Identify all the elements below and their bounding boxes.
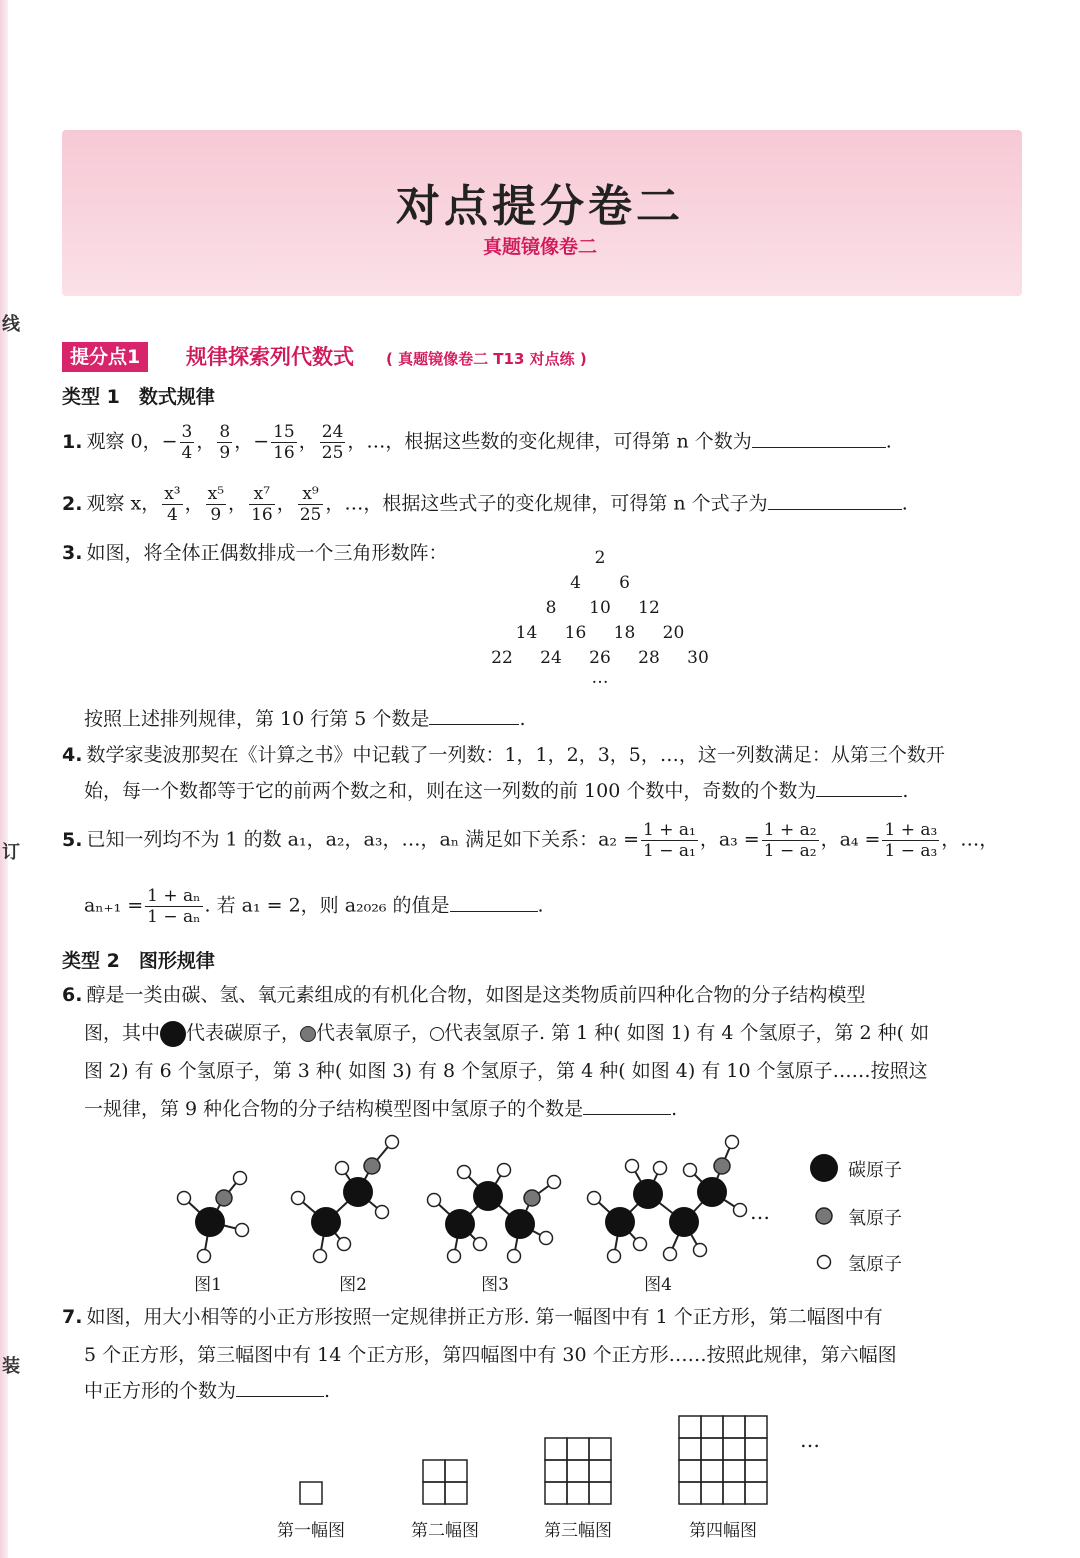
carbon-atom <box>473 1181 503 1211</box>
carbon-atom <box>343 1177 373 1207</box>
question-7-line3: 中正方形的个数为 . <box>84 1372 1034 1410</box>
hydrogen-atom <box>540 1232 553 1245</box>
molecule-label-2: 图2 <box>339 1275 367 1295</box>
legend-carbon-icon <box>810 1154 838 1182</box>
question-2: 2. 观察 x， $\frac{\text{x³}}{4}$ ， $\frac{\text{x⁵}}{9}$ ， $\frac{\text{x⁷}}{16}$ ， $\frac{\text{x⁹}}{25}$ ，…，根据这些式子的变化规律，可得第 n 个式子为 . <box>62 484 908 525</box>
question-6-line4: 一规律，第 9 种化合物的分子结构模型图中氢原子的个数是 . <box>84 1090 1034 1128</box>
triangle-row-4: 14 16 18 20 <box>515 623 685 643</box>
type-heading-2: 类型 2 图形规律 <box>62 950 215 972</box>
question-5-line2: aₙ₊₁ = $\frac{\text{1 + aₙ}}{\text{1 − aₙ}}$ . 若 a₁ = 2，则 a₂₀₂₆ 的值是 . <box>84 886 544 927</box>
grid-cell <box>723 1482 745 1504</box>
grid-cell <box>589 1438 611 1460</box>
hydrogen-atom <box>314 1250 327 1263</box>
answer-blank-4[interactable] <box>816 774 902 797</box>
hydrogen-atom <box>178 1192 191 1205</box>
hydrogen-atom <box>664 1248 677 1261</box>
carbon-atom <box>697 1177 727 1207</box>
question-6-line2: 图，其中 代表碳原子， 代表氧原子， 代表氢原子. 第 1 种( 如图 1) 有 4 个氢原子，第 2 种( 如 <box>84 1014 1034 1052</box>
oxygen-atom <box>216 1190 232 1206</box>
grid-cell <box>701 1438 723 1460</box>
page-subtitle: 真题镜像卷二 <box>482 236 597 258</box>
hydrogen-atom <box>336 1162 349 1175</box>
carbon-atom-icon <box>160 1021 186 1047</box>
grid-cell <box>545 1438 567 1460</box>
answer-blank-7[interactable] <box>236 1374 324 1397</box>
grid-cell <box>423 1460 445 1482</box>
hydrogen-atom <box>376 1206 389 1219</box>
triangle-row-2: 4 6 <box>570 573 630 593</box>
grid-cell <box>679 1460 701 1482</box>
molecule-figure-3 <box>428 1164 561 1263</box>
square-figures <box>0 1400 1080 1520</box>
square-ellipsis: … <box>800 1428 820 1452</box>
square-grid-3 <box>545 1438 611 1504</box>
carbon-atom <box>505 1209 535 1239</box>
hydrogen-atom <box>386 1136 399 1149</box>
hydrogen-atom <box>428 1194 441 1207</box>
grid-cell <box>745 1460 767 1482</box>
grid-cell <box>745 1482 767 1504</box>
square-grid-2 <box>423 1460 467 1504</box>
grid-cell <box>589 1460 611 1482</box>
question-4: 4. 数学家斐波那契在《计算之书》中记载了一列数：1，1，2，3，5，…，这一列数满足：从第三个数开 <box>62 744 945 766</box>
question-4-line2: 始，每一个数都等于它的前两个数之和，则在这一列数的前 100 个数中，奇数的个数为 . <box>84 772 1034 810</box>
oxygen-atom-icon <box>300 1026 316 1042</box>
carbon-atom <box>633 1179 663 1209</box>
oxygen-atom <box>364 1158 380 1174</box>
grid-cell <box>300 1482 322 1504</box>
question-7: 7. 如图，用大小相等的小正方形按照一定规律拼正方形. 第一幅图中有 1 个正方形，第二幅图中有 <box>62 1306 883 1328</box>
carbon-atom <box>195 1207 225 1237</box>
margin-char-zhuang: 装 <box>2 1356 20 1377</box>
legend-oxygen-label: 氧原子 <box>848 1208 902 1229</box>
hydrogen-atom <box>292 1192 305 1205</box>
triangle-row-3: 8 10 12 <box>545 598 660 618</box>
hydrogen-atom <box>458 1166 471 1179</box>
oxygen-atom <box>524 1190 540 1206</box>
question-3: 3. 如图，将全体正偶数排成一个三角形数阵： <box>62 542 448 564</box>
grid-cell <box>679 1416 701 1438</box>
molecule-label-3: 图3 <box>481 1275 509 1295</box>
hydrogen-atom <box>338 1238 351 1251</box>
hydrogen-atom <box>694 1244 707 1257</box>
question-6: 6. 醇是一类由碳、氢、氧元素组成的有机化合物，如图是这类物质前四种化合物的分子结构模型 <box>62 984 866 1006</box>
carbon-atom <box>445 1209 475 1239</box>
hydrogen-atom <box>634 1238 647 1251</box>
hydrogen-atom <box>608 1250 621 1263</box>
answer-blank-2[interactable] <box>768 487 902 510</box>
carbon-atom <box>311 1207 341 1237</box>
grid-cell <box>423 1482 445 1504</box>
question-6-line3: 图 2) 有 6 个氢原子，第 3 种( 如图 3) 有 8 个氢原子，第 4 种( 如图 4) 有 10 个氢原子……按照这 <box>84 1060 928 1082</box>
grid-cell <box>723 1438 745 1460</box>
molecule-figure-2 <box>292 1136 399 1263</box>
section-tag: 提分点1 <box>62 342 148 372</box>
grid-cell <box>445 1460 467 1482</box>
grid-cell <box>545 1460 567 1482</box>
atom-legend-icons <box>808 1150 844 1280</box>
hydrogen-atom <box>236 1224 249 1237</box>
legend-oxygen-icon <box>816 1208 832 1224</box>
square-label-1: 第一幅图 <box>277 1521 345 1541</box>
section-note: ( 真题镜像卷二 T13 对点练 ) <box>386 350 587 368</box>
hydrogen-atom <box>654 1162 667 1175</box>
molecule-figures <box>170 1130 770 1270</box>
type-heading-1: 类型 1 数式规律 <box>62 386 215 408</box>
hydrogen-atom-icon <box>430 1027 444 1041</box>
hydrogen-atom <box>498 1164 511 1177</box>
section-title: 规律探索列代数式 <box>186 345 354 369</box>
question-7-line2: 5 个正方形，第三幅图中有 14 个正方形，第四幅图中有 30 个正方形……按照此规律，第六幅图 <box>84 1344 897 1366</box>
hydrogen-atom <box>684 1164 697 1177</box>
hydrogen-atom <box>234 1172 247 1185</box>
molecule-label-4: 图4 <box>644 1275 672 1295</box>
grid-cell <box>679 1482 701 1504</box>
hydrogen-atom <box>198 1250 211 1263</box>
question-5: 5. 已知一列均不为 1 的数 a₁，a₂，a₃，…，aₙ 满足如下关系：a₂ = $\frac{\text{1 + a₁}}{\text{1 − a₁}}$ ，a₃ = $\frac{\text{1 + a₂}}{\text{1 − a₂}}$ ，a₄ = $\frac{\text{1 + a₃}}{\text{1 − a₃}}$ ，…， <box>62 820 999 861</box>
page-title: 对点提分卷二 <box>396 181 684 232</box>
hydrogen-atom <box>588 1192 601 1205</box>
grid-cell <box>723 1416 745 1438</box>
grid-cell <box>567 1482 589 1504</box>
hydrogen-atom <box>448 1250 461 1263</box>
triangle-ellipsis: … <box>591 668 609 688</box>
carbon-atom <box>605 1207 635 1237</box>
question-3-tail: 按照上述排列规律，第 10 行第 5 个数是 . <box>84 700 1034 738</box>
answer-blank-1[interactable] <box>752 425 886 448</box>
grid-cell <box>723 1460 745 1482</box>
margin-char-ding: 订 <box>2 842 20 863</box>
grid-cell <box>679 1438 701 1460</box>
legend-carbon-label: 碳原子 <box>848 1160 902 1181</box>
grid-cell <box>567 1460 589 1482</box>
hydrogen-atom <box>626 1160 639 1173</box>
grid-cell <box>567 1438 589 1460</box>
molecule-figure-4 <box>588 1136 747 1263</box>
square-label-3: 第三幅图 <box>544 1521 612 1541</box>
hydrogen-atom <box>726 1136 739 1149</box>
square-label-2: 第二幅图 <box>411 1521 479 1541</box>
grid-cell <box>745 1438 767 1460</box>
hydrogen-atom <box>474 1238 487 1251</box>
molecule-figure-1 <box>178 1172 249 1263</box>
carbon-atom <box>669 1207 699 1237</box>
oxygen-atom <box>714 1158 730 1174</box>
triangle-row-5: 22 24 26 28 30 <box>491 648 709 668</box>
legend-hydrogen-icon <box>818 1256 831 1269</box>
grid-cell <box>701 1460 723 1482</box>
grid-cell <box>701 1416 723 1438</box>
grid-cell <box>589 1482 611 1504</box>
hydrogen-atom <box>734 1204 747 1217</box>
molecule-label-1: 图1 <box>194 1275 222 1295</box>
answer-blank-5[interactable] <box>450 889 538 912</box>
grid-cell <box>745 1416 767 1438</box>
answer-blank-3[interactable] <box>429 702 519 725</box>
square-grid-4 <box>679 1416 767 1504</box>
legend-hydrogen-label: 氢原子 <box>848 1254 902 1275</box>
molecule-ellipsis: … <box>750 1200 770 1224</box>
grid-cell <box>545 1482 567 1504</box>
grid-cell <box>445 1482 467 1504</box>
question-1: 1. 观察 0，− $\frac{3}{4}$ ， $\frac{8}{9}$ ，− $\frac{15}{16}$ ， $\frac{24}{25}$ ，…，根据这些数的变化规律，可得第 n 个数为 . <box>62 422 892 463</box>
answer-blank-6[interactable] <box>583 1092 671 1115</box>
grid-cell <box>701 1482 723 1504</box>
hydrogen-atom <box>548 1176 561 1189</box>
square-grid-1 <box>300 1482 322 1504</box>
hydrogen-atom <box>508 1250 521 1263</box>
square-label-4: 第四幅图 <box>689 1521 757 1541</box>
triangle-row-1: 2 <box>594 548 606 568</box>
margin-char-xian: 线 <box>2 314 20 335</box>
